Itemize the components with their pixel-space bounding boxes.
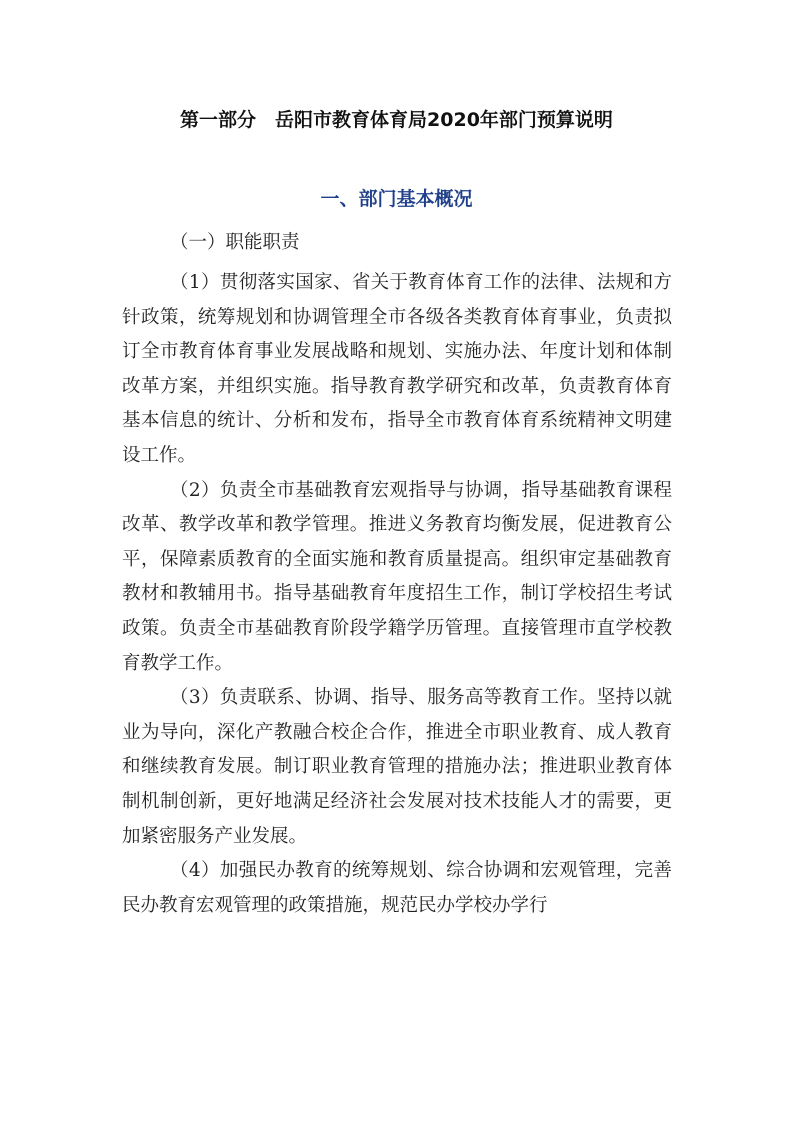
- document-title: 第一部分 岳阳市教育体育局2020年部门预算说明: [180, 109, 613, 131]
- paragraph-2: （2）负责全市基础教育宏观指导与协调，指导基础教育课程改革、教学改革和教学管理。推进义务教育均衡发展，促进教育公平，保障素质教育的全面实施和教育质量提高。组织审定基础教育教材和教辅用书。指导基础教育年度招生工作，制订学校招生考试政策。负责全市基础教育阶段学籍学历管理。直接管理市直学校教育教学工作。: [122, 479, 672, 674]
- subsection-heading: （一）职能职责: [170, 232, 300, 253]
- paragraph-1: （1）贯彻落实国家、省关于教育体育工作的法律、法规和方针政策，统筹规划和协调管理全市各级各类教育体育事业，负责拟订全市教育体育事业发展战略和规划、实施办法、年度计划和体制改革方案，并组织实施。指导教育教学研究和改革，负责教育体育基本信息的统计、分析和发布，指导全市教育体育系统精神文明建设工作。: [122, 272, 672, 466]
- body-text: [122, 266, 672, 923]
- section-heading: 一、部门基本概况: [320, 188, 473, 210]
- paragraph-4: （4）加强民办教育的统筹规划、综合协调和宏观管理，完善民办教育宏观管理的政策措施，规范民办学校办学行: [122, 860, 672, 916]
- paragraph-3: （3）负责联系、协调、指导、服务高等教育工作。坚持以就业为导向，深化产教融合校企合作，推进全市职业教育、成人教育和继续教育发展。制订职业教育管理的措施办法；推进职业教育体制机制创新，更好地满足经济社会发展对技术技能人才的需要，更加紧密服务产业发展。: [122, 687, 672, 847]
